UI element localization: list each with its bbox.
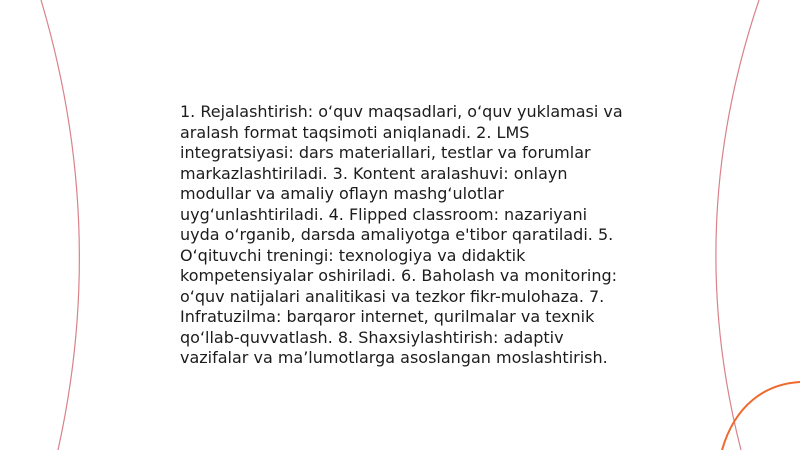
right-arc [716, 0, 759, 450]
accent-arc [722, 382, 800, 450]
left-arc [41, 0, 79, 450]
slide-body-text: 1. Rejalashtirish: o‘quv maqsadlari, o‘quv yuklamasi va aralash format taqsimoti aniqlanadi. 2. LMS integratsiyasi: dars materiallari, testlar va forumlar markazlashtiriladi. 3. Kontent aralashuvi: onlayn modullar va amaliy oflayn mashg‘ulotlar uyg‘unlashtiriladi. 4. Flipped classroom: nazariyani uyda o‘rganib, darsda amaliyotga e'tibor qaratiladi. 5. O‘qituvchi treningi: texnologiya va didaktik kompetensiyalar oshiriladi. 6. Baholash va monitoring: o‘quv natijalari analitikasi va tezkor fikr-mulohaza. 7. Infratuzilma: barqaror internet, qurilmalar va texnik qo‘llab-quvvatlash. 8. Shaxsiylashtirish: adaptiv vazifalar va ma’lumotlarga asoslangan moslashtirish. [180, 102, 623, 367]
